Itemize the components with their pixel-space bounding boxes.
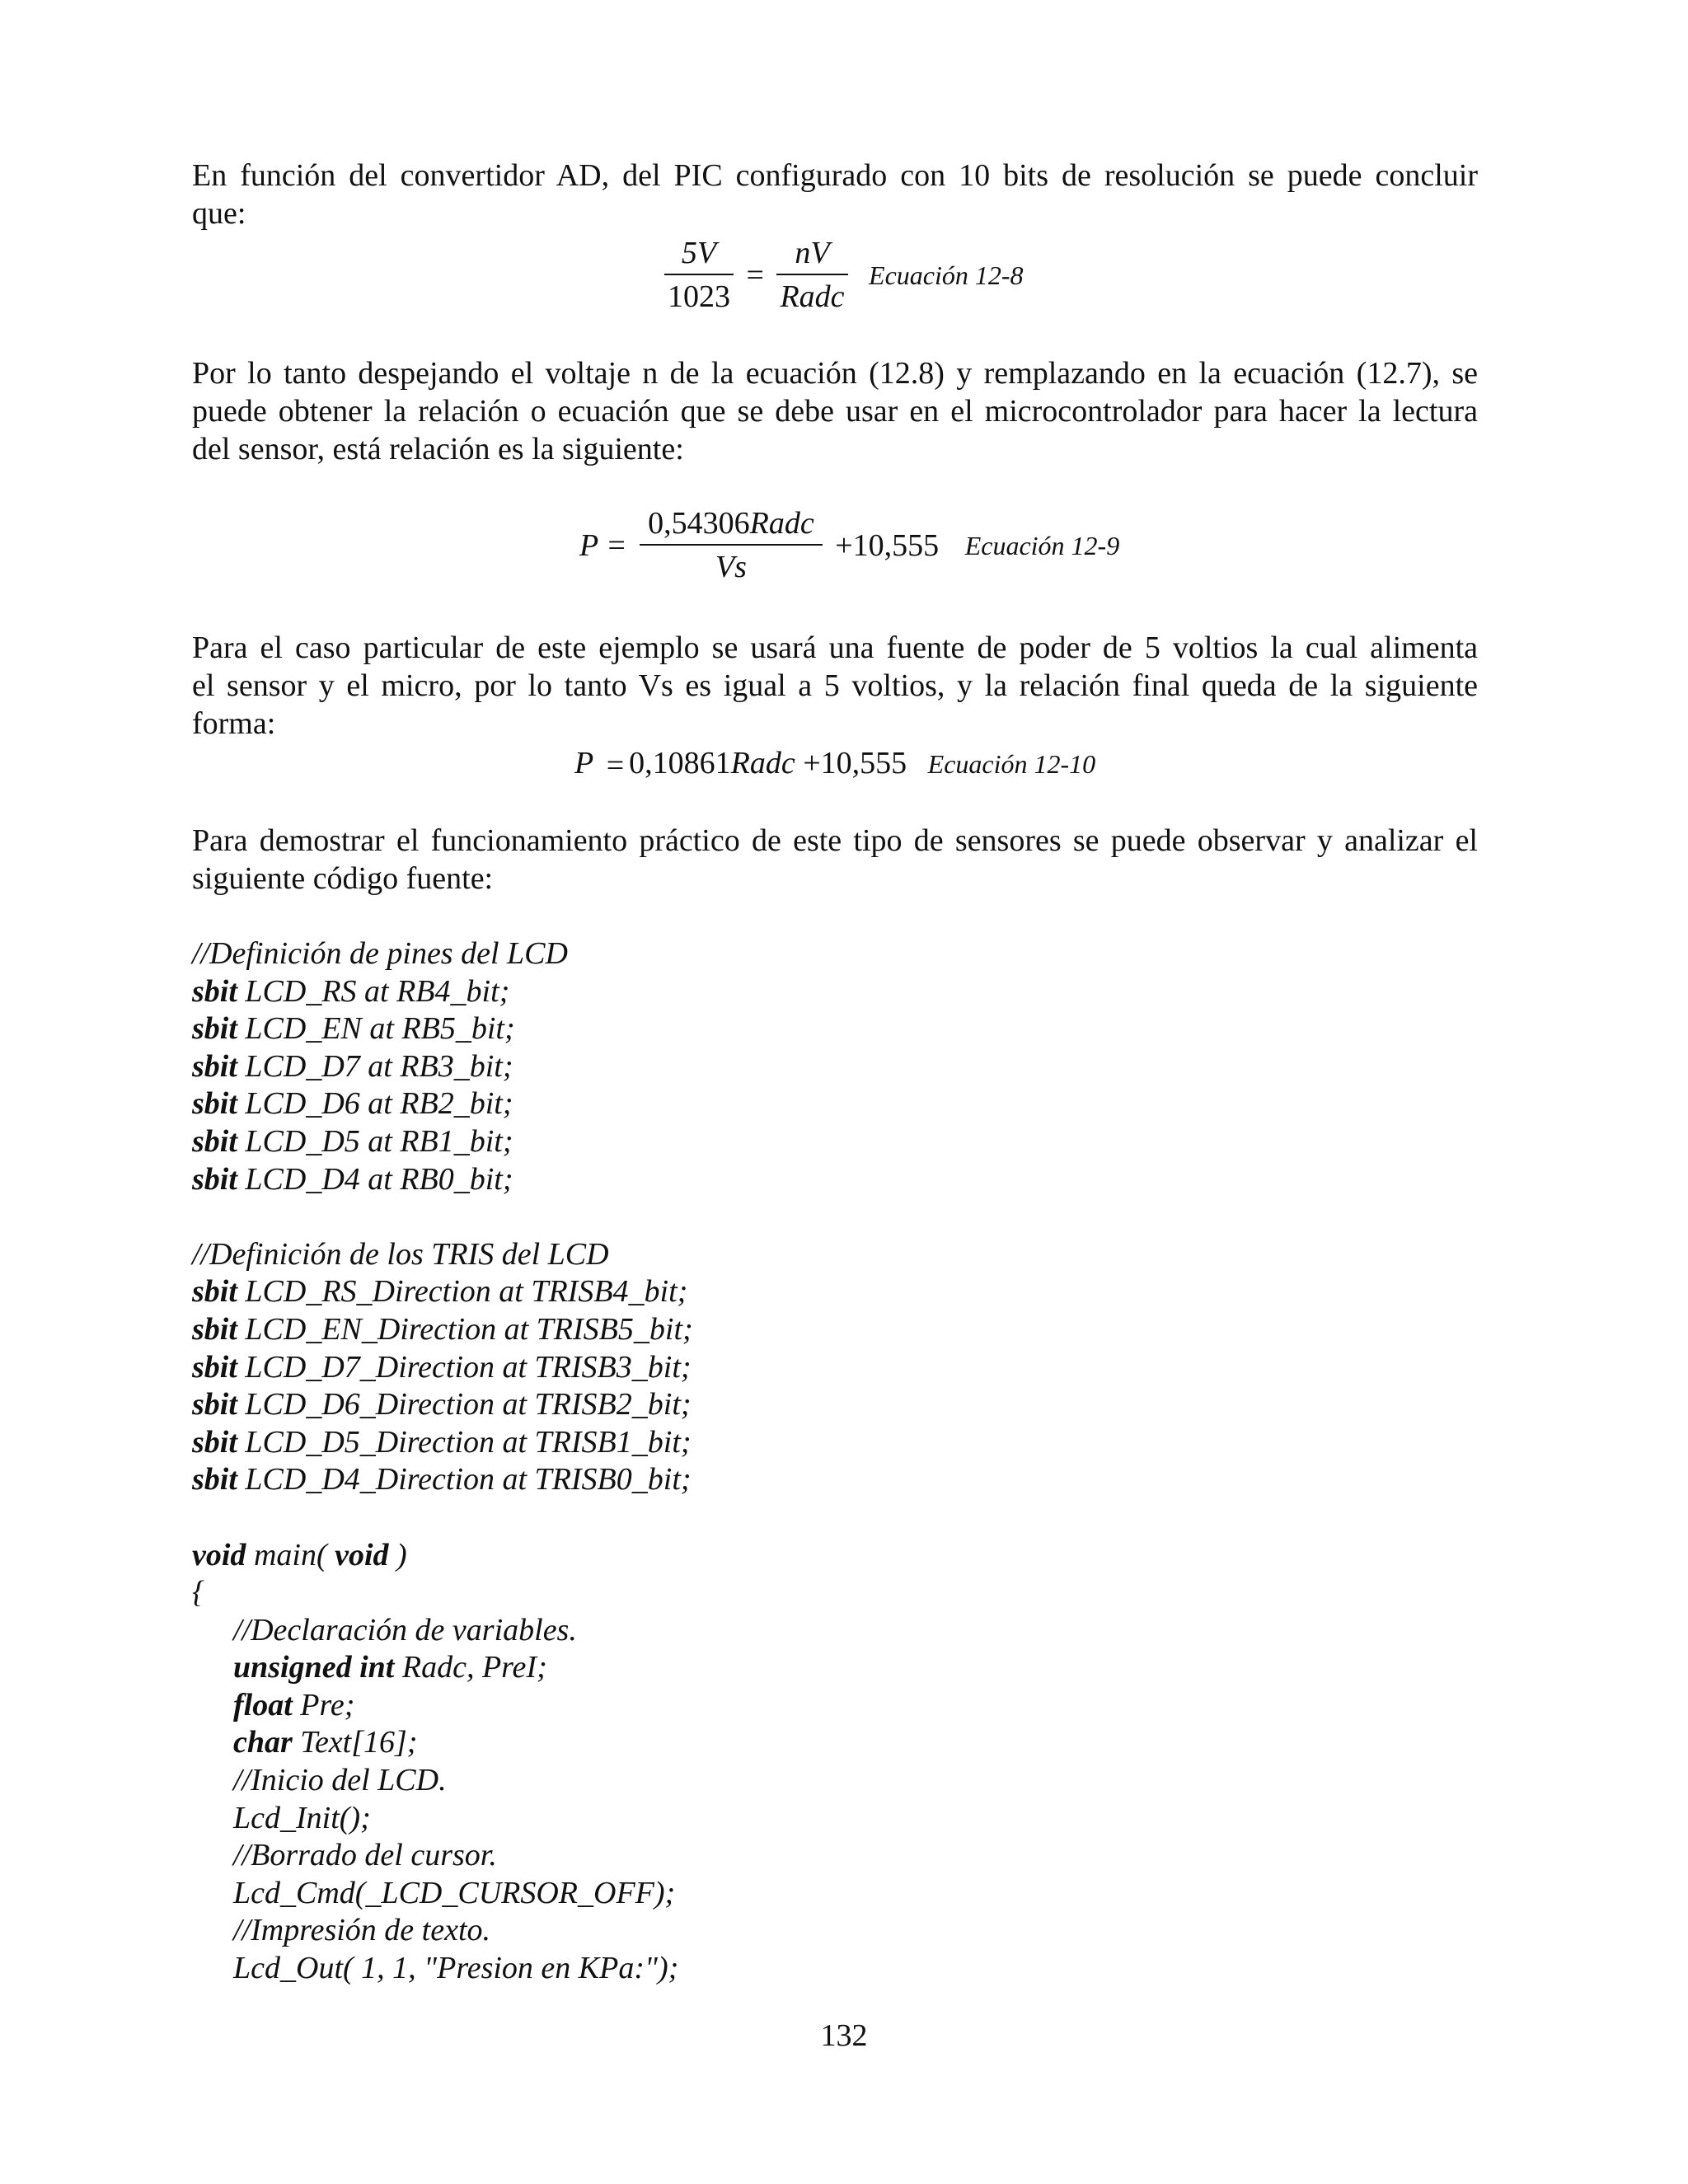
code-line <box>192 1085 693 1123</box>
fraction <box>640 503 823 588</box>
equation-rhs: +10,555 <box>835 528 940 563</box>
code-line <box>192 973 693 1011</box>
equation-lhs: P <box>574 746 594 780</box>
code-line <box>192 1273 693 1311</box>
code-line <box>192 1724 693 1762</box>
text-line: Para el caso particular de este ejemplo se usará una fuente de poder de 5 voltios la cual alimenta <box>192 630 1478 665</box>
coefficient: 0,10861 <box>629 746 731 780</box>
code-keyword: sbit <box>192 1349 237 1385</box>
equation-label: Ecuación 12-9 <box>964 531 1120 560</box>
equation-12-10 <box>574 744 1095 785</box>
blank-line <box>192 1198 693 1236</box>
equation-label: Ecuación 12-8 <box>869 260 1024 290</box>
code-line <box>192 1048 693 1086</box>
code-keyword: sbit <box>192 1123 237 1159</box>
code-text: LCD_RS_Direction at TRISB4_bit; <box>237 1274 688 1310</box>
page-number: 132 <box>820 2018 868 2053</box>
code-line <box>192 1123 693 1161</box>
code-comment: //Declaración de variables. <box>233 1612 577 1647</box>
code-keyword: unsigned int <box>233 1650 395 1685</box>
code-keyword: void <box>335 1537 389 1572</box>
code-text: ) <box>388 1537 407 1572</box>
text-line: siguiente código fuente: <box>192 861 494 896</box>
code-keyword: sbit <box>192 1161 237 1197</box>
fraction-numerator: nV <box>776 232 847 275</box>
code-comment: //Borrado del cursor. <box>233 1838 497 1873</box>
text-line: del sensor, está relación es la siguiente: <box>192 432 684 466</box>
code-text: LCD_EN at RB5_bit; <box>237 1011 515 1047</box>
code-line <box>192 1687 693 1725</box>
code-text: LCD_D4_Direction at TRISB0_bit; <box>237 1462 692 1497</box>
code-text: main( <box>246 1537 335 1572</box>
code-comment: //Definición de los TRIS del LCD <box>192 1236 609 1272</box>
text-line: el sensor y el micro, por lo tanto Vs es igual a 5 voltios, y la relación final queda de la siguiente <box>192 668 1478 703</box>
code-text: LCD_D5 at RB1_bit; <box>237 1123 513 1159</box>
code-text: LCD_D4 at RB0_bit; <box>237 1161 513 1197</box>
fraction-numerator <box>640 503 823 546</box>
fraction-denominator: Radc <box>780 279 845 314</box>
fraction-right <box>776 232 847 318</box>
code-keyword: char <box>233 1725 293 1760</box>
code-keyword: sbit <box>192 1048 237 1084</box>
code-line-main <box>192 1537 693 1575</box>
code-line <box>192 1649 693 1687</box>
fraction-numerator: 5V <box>664 232 734 275</box>
paragraph-derivation <box>192 354 1478 468</box>
blank-line <box>192 1499 693 1537</box>
text-line: Para demostrar el funcionamiento práctico de este tipo de sensores se puede observar y analizar el <box>192 823 1478 858</box>
code-line: Lcd_Init(); <box>233 1800 371 1835</box>
code-keyword: void <box>192 1537 246 1572</box>
code-line <box>192 1311 693 1349</box>
equation-lhs: P = <box>579 528 627 563</box>
code-line <box>192 1161 693 1199</box>
variable: Radc <box>749 506 814 541</box>
text-line: que: <box>192 196 246 231</box>
code-text: LCD_RS at RB4_bit; <box>237 973 510 1009</box>
code-text: LCD_D7 at RB3_bit; <box>237 1048 513 1084</box>
fraction-denominator: Vs <box>715 550 747 584</box>
code-keyword: sbit <box>192 1424 237 1460</box>
code-line <box>192 1010 693 1048</box>
code-text: Pre; <box>292 1687 355 1722</box>
code-text: LCD_D5_Direction at TRISB1_bit; <box>237 1424 692 1460</box>
paragraph-source-intro <box>192 822 1478 898</box>
equation-rhs: +10,555 <box>803 746 907 780</box>
code-text: LCD_D7_Direction at TRISB3_bit; <box>237 1349 692 1385</box>
text-line: forma: <box>192 706 276 741</box>
code-line: Lcd_Cmd(_LCD_CURSOR_OFF); <box>233 1875 676 1910</box>
text-line: Por lo tanto despejando el voltaje n de la ecuación (12.8) y remplazando en la ecuación (12.7), se <box>192 356 1478 391</box>
code-listing <box>192 935 693 1988</box>
code-keyword: sbit <box>192 1462 237 1497</box>
code-keyword: sbit <box>192 1011 237 1047</box>
equals-sign: = <box>606 748 625 784</box>
variable: Radc <box>730 746 795 780</box>
code-text: LCD_D6 at RB2_bit; <box>237 1086 513 1122</box>
code-comment: //Definición de pines del LCD <box>192 936 568 971</box>
code-line: Lcd_Out( 1, 1, "Presion en KPa:"); <box>233 1951 679 1986</box>
code-text: LCD_D6_Direction at TRISB2_bit; <box>237 1387 692 1422</box>
code-text: Radc, PreI; <box>394 1650 547 1685</box>
equation-12-9 <box>574 503 1119 588</box>
equation-label: Ecuación 12-10 <box>927 749 1096 779</box>
code-text: Text[16]; <box>292 1725 418 1760</box>
paragraph-adc-intro <box>192 157 1478 232</box>
code-keyword: sbit <box>192 1274 237 1310</box>
equation-12-8 <box>664 232 1024 318</box>
text-line: puede obtener la relación o ecuación que se debe usar en el microcontrolador para hacer la lectura <box>192 394 1478 429</box>
code-keyword: sbit <box>192 973 237 1009</box>
code-keyword: sbit <box>192 1086 237 1122</box>
code-open-brace: { <box>192 1575 205 1610</box>
code-keyword: sbit <box>192 1311 237 1347</box>
fraction-denominator: 1023 <box>668 279 730 314</box>
code-keyword: sbit <box>192 1387 237 1422</box>
code-comment: //Inicio del LCD. <box>233 1763 447 1798</box>
paragraph-particular-case <box>192 629 1478 743</box>
code-line <box>192 1349 693 1387</box>
fraction-left <box>664 232 734 318</box>
code-line <box>192 1461 693 1499</box>
code-comment: //Impresión de texto. <box>233 1913 491 1948</box>
text-line: En función del convertidor AD, del PIC configurado con 10 bits de resolución se puede concluir <box>192 158 1478 193</box>
code-keyword: float <box>233 1687 293 1722</box>
coefficient: 0,54306 <box>648 506 750 541</box>
code-line <box>192 1386 693 1424</box>
equals-sign: = <box>746 258 764 293</box>
code-line <box>192 1424 693 1462</box>
code-text: LCD_EN_Direction at TRISB5_bit; <box>237 1311 693 1347</box>
